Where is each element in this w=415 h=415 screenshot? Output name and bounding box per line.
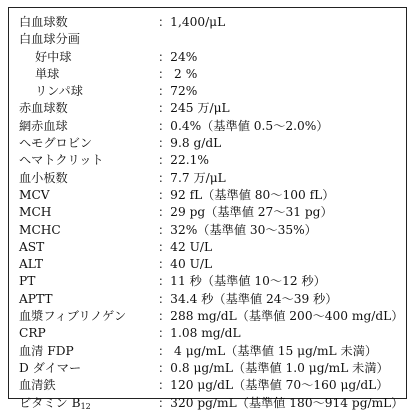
lab-item-label-text: CRP (19, 326, 46, 341)
lab-item-label (19, 360, 81, 377)
lab-item-label-text: 白血球数 (19, 15, 68, 29)
lab-result-row (19, 273, 402, 290)
lab-item-label-text: MCHC (19, 222, 61, 237)
lab-item-label (19, 31, 80, 48)
lab-item-value: ：40 U/L (158, 257, 213, 272)
lab-item-label (19, 222, 61, 239)
lab-item-label (19, 118, 68, 135)
lab-result-row (19, 14, 402, 31)
lab-item-value: ：120 μg/dL（基準値 70～160 μg/dL） (158, 378, 389, 393)
lab-result-row (19, 291, 402, 308)
lab-item-value: ：245 万/μL (158, 101, 230, 116)
lab-item-label-text: D ダイマー (19, 360, 82, 375)
lab-result-row (19, 187, 402, 204)
lab-item-value: ：92 fL（基準値 80～100 fL） (158, 187, 335, 202)
lab-item-label (19, 343, 74, 360)
lab-item-label (19, 14, 68, 31)
lab-item-label-text: リンパ球 (35, 84, 83, 99)
lab-item-label-text: AST (19, 239, 45, 254)
lab-item-label-text: MCH (19, 205, 52, 220)
lab-result-row (19, 377, 402, 394)
lab-item-label-text: 血小板数 (19, 170, 68, 185)
lab-item-value: ： 4 μg/mL（基準値 15 μg/mL 未満） (158, 343, 378, 358)
lab-item-value: ：34.4 秒（基準値 24～39 秒） (158, 291, 338, 306)
lab-item-label-text: 網赤血球 (19, 118, 68, 133)
lab-item-label-text: ALT (19, 257, 44, 272)
lab-item-label (19, 100, 68, 117)
lab-item-label-text: 血漿フィブリノゲン (19, 309, 127, 324)
lab-results-table (8, 7, 407, 411)
lab-item-value: ：7.7 万/μL (158, 170, 226, 185)
lab-item-value: ：29 pg（基準値 27～31 pg） (158, 205, 333, 220)
lab-item-label-text: 血清 FDP (19, 343, 74, 358)
lab-result-row (19, 49, 402, 66)
lab-item-label (19, 308, 126, 325)
lab-result-row (19, 343, 402, 360)
lab-item-label (19, 395, 91, 415)
lab-item-value: ：42 U/L (158, 239, 213, 254)
lab-result-row (19, 31, 402, 48)
lab-item-label-subscript: 12 (80, 401, 91, 411)
lab-item-value: ：11 秒（基準値 10～12 秒） (158, 274, 326, 289)
lab-result-row (19, 135, 402, 152)
lab-item-label (35, 49, 72, 66)
lab-item-label (19, 291, 53, 308)
lab-item-value: ：24% (158, 49, 198, 64)
lab-result-row (19, 66, 402, 83)
lab-result-row (19, 360, 402, 377)
lab-item-label-text: 好中球 (35, 49, 72, 64)
lab-result-row (19, 152, 402, 169)
lab-result-row (19, 222, 402, 239)
lab-item-value: ：32%（基準値 30～35%） (158, 222, 317, 237)
lab-result-row (19, 118, 402, 135)
lab-results-rows (19, 14, 402, 412)
lab-item-label (35, 66, 59, 83)
lab-item-value: ：0.8 μg/mL（基準値 1.0 μg/mL 未満） (158, 360, 389, 375)
lab-item-label (19, 273, 35, 290)
lab-item-label (35, 83, 83, 100)
lab-result-row (19, 100, 402, 117)
lab-item-label (19, 152, 104, 169)
lab-result-row (19, 308, 402, 325)
lab-item-label-text: APTT (19, 291, 53, 306)
lab-item-label-text: PT (19, 274, 36, 289)
lab-item-value: ： 2 % (158, 66, 198, 81)
lab-item-label (19, 325, 46, 342)
lab-result-row (19, 325, 402, 342)
lab-item-value: ：1.08 mg/dL (158, 326, 241, 341)
lab-result-row (19, 170, 402, 187)
lab-item-label (19, 204, 51, 221)
lab-item-label-text: 血清鉄 (19, 378, 56, 393)
lab-item-value: ：288 mg/dL（基準値 200～400 mg/dL） (158, 309, 404, 324)
lab-item-label (19, 239, 44, 256)
lab-result-row (19, 239, 402, 256)
lab-item-value: ：9.8 g/dL (158, 136, 222, 151)
lab-item-label (19, 187, 50, 204)
lab-item-label-text: ヘマトクリット (19, 153, 104, 168)
lab-item-label-text: ヘモグロビン (19, 136, 93, 151)
lab-item-label (19, 170, 68, 187)
lab-item-label-text: ビタミン B (19, 395, 81, 410)
lab-item-value: ：72% (158, 84, 198, 99)
lab-item-label (19, 256, 43, 273)
lab-item-label-text: 赤血球数 (19, 101, 68, 116)
lab-item-label-text: 白血球分画 (19, 32, 80, 47)
lab-result-row (19, 395, 402, 412)
lab-item-label (19, 135, 92, 152)
lab-item-value: ：320 pg/mL（基準値 180～914 pg/mL） (158, 395, 404, 410)
lab-item-label-text: MCV (19, 187, 50, 202)
lab-result-row (19, 256, 402, 273)
lab-item-label-text: 単球 (35, 66, 60, 81)
lab-item-label (19, 377, 56, 394)
lab-item-value: ：0.4%（基準値 0.5～2.0%） (158, 118, 329, 133)
lab-item-value: ：22.1% (158, 153, 209, 168)
lab-item-value: ：1,400/μL (158, 15, 226, 29)
lab-result-row (19, 204, 402, 221)
lab-result-row (19, 83, 402, 100)
